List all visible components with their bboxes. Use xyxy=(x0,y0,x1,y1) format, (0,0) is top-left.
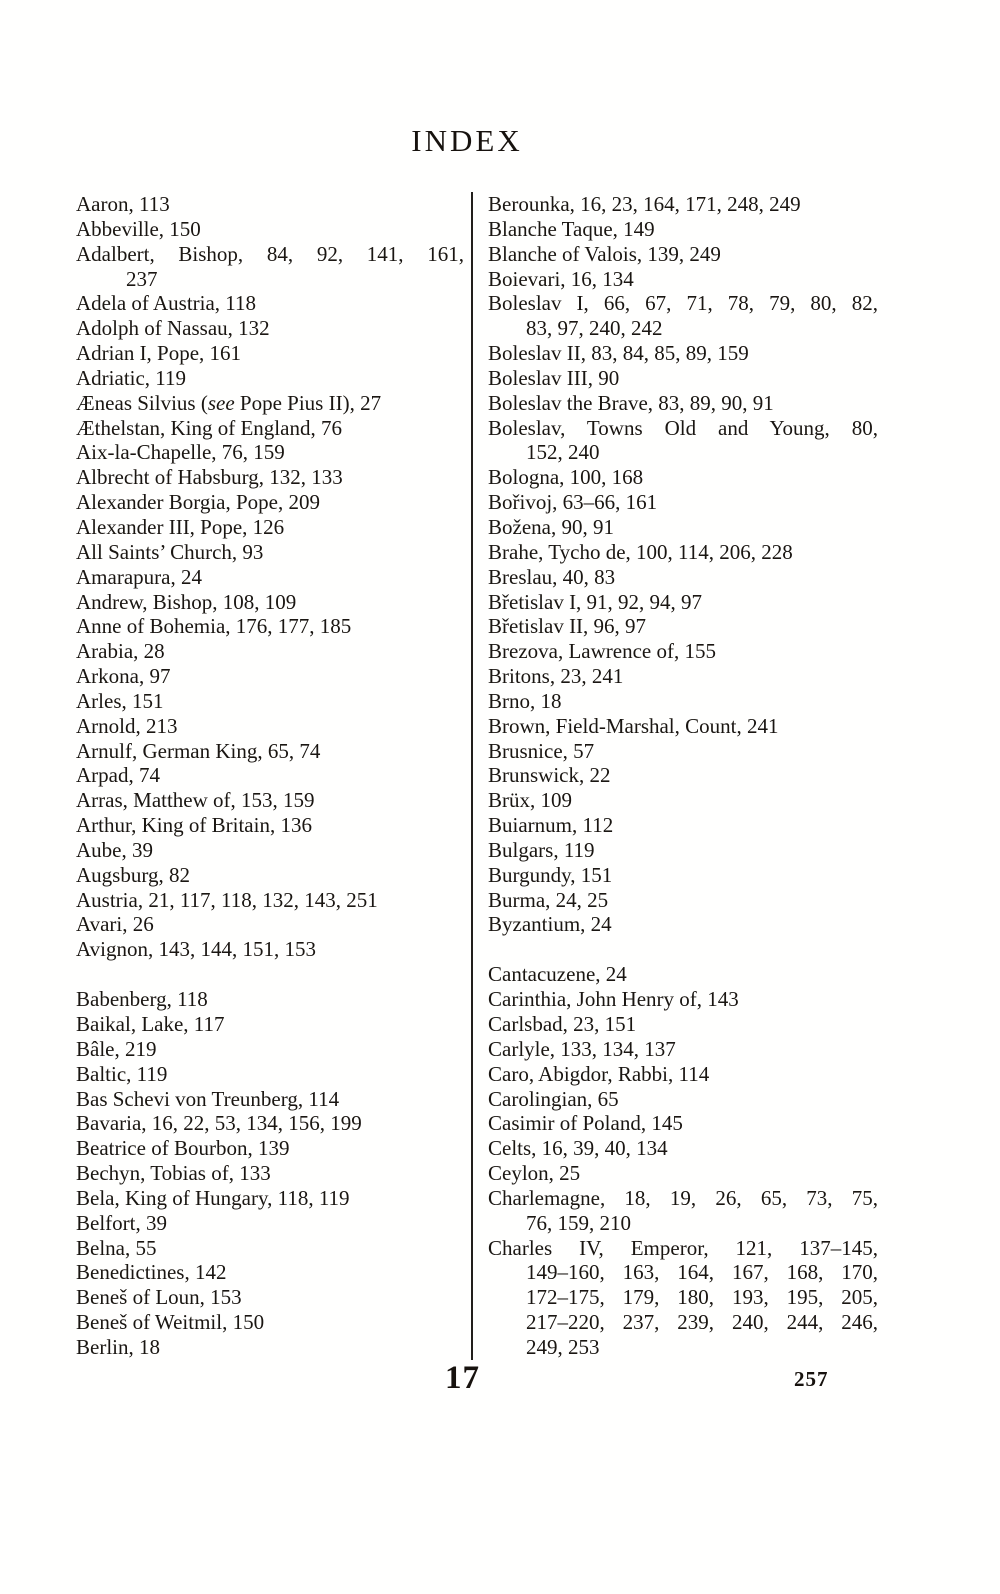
index-entry: Aube, 39 xyxy=(76,837,153,862)
index-entry: Carinthia, John Henry of, 143 xyxy=(488,987,739,1012)
signature-number: 17 xyxy=(445,1360,480,1396)
index-entry: Carlsbad, 23, 151 xyxy=(488,1012,637,1036)
index-entry: Adolph of Nassau, 132 xyxy=(76,316,270,341)
index-entry: Beneš of Weitmil, 150 xyxy=(76,1310,265,1335)
index-entry: Ceylon, 25 xyxy=(488,1161,581,1186)
index-entry: 83, 97, 240, 242 xyxy=(526,316,663,341)
page-title: INDEX xyxy=(411,122,523,158)
index-entry: 249, 253 xyxy=(526,1334,600,1359)
index-entry: Alexander Borgia, Pope, 209 xyxy=(76,490,320,515)
index-entry: Charlemagne, 18, 19, 26, 65, 73, 75, xyxy=(488,1185,878,1210)
index-entry: Arles, 151 xyxy=(76,688,164,713)
index-entry: Celts, 16, 39, 40, 134 xyxy=(488,1136,668,1161)
index-entry: Brüx, 109 xyxy=(488,788,572,813)
index-entry: Burma, 24, 25 xyxy=(488,887,609,912)
index-entry: Avignon, 143, 144, 151, 153 xyxy=(76,937,316,962)
index-entry: 149–160, 163, 164, 167, 168, 170, xyxy=(526,1260,878,1285)
index-entry: Baikal, Lake, 117 xyxy=(76,1012,225,1036)
index-entry: Berlin, 18 xyxy=(76,1334,160,1359)
index-entry: Augsburg, 82 xyxy=(76,862,190,887)
index-entry: Berounka, 16, 23, 164, 171, 248, 249 xyxy=(488,192,801,216)
index-entry: Cantacuzene, 24 xyxy=(488,962,627,987)
index-entry: 152, 240 xyxy=(526,440,600,465)
index-entry: Boievari, 16, 134 xyxy=(488,266,634,291)
index-entry: Carolingian, 65 xyxy=(488,1086,619,1111)
index-entry: Boleslav the Brave, 83, 89, 90, 91 xyxy=(488,390,774,415)
index-entry: Boleslav III, 90 xyxy=(488,365,620,390)
index-entry: Břetislav I, 91, 92, 94, 97 xyxy=(488,589,703,614)
index-entry: Austria, 21, 117, 118, 132, 143, 251 xyxy=(76,887,378,912)
index-column-right xyxy=(488,192,878,1360)
index-column-left xyxy=(76,192,464,1360)
column-divider-rule xyxy=(471,192,473,1360)
index-entry: Boleslav, Towns Old and Young, 80, xyxy=(488,415,878,440)
index-entry: Adalbert, Bishop, 84, 92, 141, 161, xyxy=(76,241,464,266)
index-entry: Abbeville, 150 xyxy=(76,216,201,241)
page-number: 257 xyxy=(794,1367,829,1391)
index-entry: Arabia, 28 xyxy=(76,639,165,664)
index-entry: Aaron, 113 xyxy=(76,192,170,216)
index-entry: Božena, 90, 91 xyxy=(488,514,614,539)
index-entry: Anne of Bohemia, 176, 177, 185 xyxy=(76,614,352,639)
index-entry: Benedictines, 142 xyxy=(76,1260,227,1285)
index-entry xyxy=(76,391,464,416)
index-entry: Bechyn, Tobias of, 133 xyxy=(76,1161,271,1186)
index-entry: 237 xyxy=(126,266,158,291)
index-entry: Andrew, Bishop, 108, 109 xyxy=(76,589,297,614)
index-entry: Avari, 26 xyxy=(76,912,154,937)
index-entry: Adrian I, Pope, 161 xyxy=(76,341,242,366)
index-entry: Byzantium, 24 xyxy=(488,912,612,937)
index-entry: All Saints’ Church, 93 xyxy=(76,539,264,564)
index-entry: Alexander III, Pope, 126 xyxy=(76,514,285,539)
index-entry: Charles IV, Emperor, 121, 137–145, xyxy=(488,1235,878,1260)
index-entry: Burgundy, 151 xyxy=(488,862,613,887)
index-entry: Amarapura, 24 xyxy=(76,564,202,589)
index-entry-text: see xyxy=(207,390,235,415)
index-entry: Aix-la-Chapelle, 76, 159 xyxy=(76,440,285,465)
index-entry: Brahe, Tycho de, 100, 114, 206, 228 xyxy=(488,539,793,564)
index-entry: Albrecht of Habsburg, 132, 133 xyxy=(76,465,343,490)
index-entry-text: Pope Pius II), 27 xyxy=(234,390,382,415)
index-entry: Bořivoj, 63–66, 161 xyxy=(488,490,658,515)
index-entry: Breslau, 40, 83 xyxy=(488,564,616,589)
index-entry: Brown, Field-Marshal, Count, 241 xyxy=(488,713,779,738)
index-entry: 172–175, 179, 180, 193, 195, 205, xyxy=(526,1285,878,1310)
index-entry: Æthelstan, King of England, 76 xyxy=(76,415,342,440)
index-entry: Brezova, Lawrence of, 155 xyxy=(488,639,716,664)
index-entry: Břetislav II, 96, 97 xyxy=(488,614,647,639)
index-entry: Blanche of Valois, 139, 249 xyxy=(488,241,721,266)
index-entry: Adriatic, 119 xyxy=(76,365,187,390)
index-entry: Brno, 18 xyxy=(488,688,562,713)
index-entry: Beneš of Loun, 153 xyxy=(76,1285,242,1310)
index-entry: 76, 159, 210 xyxy=(526,1210,631,1235)
index-entry: Boleslav I, 66, 67, 71, 78, 79, 80, 82, xyxy=(488,291,878,316)
index-entry: Belna, 55 xyxy=(76,1235,157,1260)
index-entry: Carlyle, 133, 134, 137 xyxy=(488,1036,676,1061)
index-entry: Britons, 23, 241 xyxy=(488,664,624,689)
index-entry: Bela, King of Hungary, 118, 119 xyxy=(76,1185,350,1210)
index-entry: Arnold, 213 xyxy=(76,713,178,738)
index-entry: Bologna, 100, 168 xyxy=(488,465,644,490)
index-entry: 217–220, 237, 239, 240, 244, 246, xyxy=(526,1310,878,1335)
index-entry: Bâle, 219 xyxy=(76,1036,157,1061)
index-entry: Adela of Austria, 118 xyxy=(76,291,257,316)
index-entry: Caro, Abigdor, Rabbi, 114 xyxy=(488,1061,710,1086)
index-entry: Bavaria, 16, 22, 53, 134, 156, 199 xyxy=(76,1111,362,1136)
index-entry: Arkona, 97 xyxy=(76,664,171,689)
index-entry: Arnulf, German King, 65, 74 xyxy=(76,738,321,763)
index-entry: Bulgars, 119 xyxy=(488,837,595,862)
index-entry: Boleslav II, 83, 84, 85, 89, 159 xyxy=(488,341,749,366)
index-entry: Arthur, King of Britain, 136 xyxy=(76,813,312,838)
index-entry: Casimir of Poland, 145 xyxy=(488,1111,683,1136)
index-entry: Brusnice, 57 xyxy=(488,738,595,763)
index-entry: Bas Schevi von Treunberg, 114 xyxy=(76,1086,340,1111)
index-entry: Baltic, 119 xyxy=(76,1061,168,1086)
index-entry: Brunswick, 22 xyxy=(488,763,611,788)
index-entry: Blanche Taque, 149 xyxy=(488,216,655,241)
index-entry: Belfort, 39 xyxy=(76,1210,167,1235)
index-entry: Beatrice of Bourbon, 139 xyxy=(76,1136,290,1161)
index-entry: Arpad, 74 xyxy=(76,763,160,788)
index-entry: Babenberg, 118 xyxy=(76,987,208,1012)
index-entry-text: Æneas Silvius ( xyxy=(76,390,208,415)
index-entry: Buiarnum, 112 xyxy=(488,813,614,838)
index-entry: Arras, Matthew of, 153, 159 xyxy=(76,788,315,813)
index-columns xyxy=(76,192,878,1360)
